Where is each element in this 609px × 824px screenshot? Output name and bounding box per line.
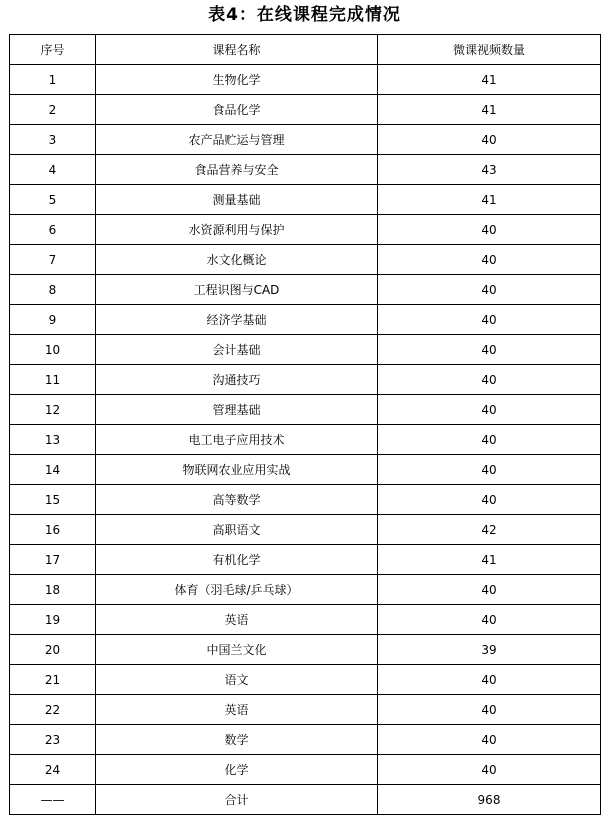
row-course: 英语	[96, 605, 378, 635]
row-videos: 40	[378, 575, 601, 605]
table-row	[10, 365, 601, 395]
row-no: 24	[10, 755, 96, 785]
row-course: 电工电子应用技术	[96, 425, 378, 455]
row-no: 2	[10, 95, 96, 125]
table-row	[10, 725, 601, 755]
table-body	[10, 65, 601, 785]
table-row	[10, 425, 601, 455]
row-no: 19	[10, 605, 96, 635]
table-row	[10, 455, 601, 485]
row-no: 22	[10, 695, 96, 725]
row-course: 英语	[96, 695, 378, 725]
table-row	[10, 575, 601, 605]
header-row	[10, 35, 601, 65]
row-no: 3	[10, 125, 96, 155]
row-videos: 40	[378, 425, 601, 455]
row-no: 6	[10, 215, 96, 245]
row-videos: 41	[378, 545, 601, 575]
header-course: 课程名称	[96, 35, 378, 65]
row-no: 4	[10, 155, 96, 185]
table-row	[10, 605, 601, 635]
row-course: 会计基础	[96, 335, 378, 365]
row-videos: 40	[378, 365, 601, 395]
row-no: 1	[10, 65, 96, 95]
row-videos: 40	[378, 125, 601, 155]
row-videos: 40	[378, 395, 601, 425]
row-videos: 40	[378, 305, 601, 335]
table-row	[10, 515, 601, 545]
table-row	[10, 65, 601, 95]
table-row	[10, 125, 601, 155]
row-videos: 39	[378, 635, 601, 665]
row-no: 5	[10, 185, 96, 215]
row-videos: 40	[378, 605, 601, 635]
row-course: 农产品贮运与管理	[96, 125, 378, 155]
row-no: 18	[10, 575, 96, 605]
row-videos: 43	[378, 155, 601, 185]
table-row	[10, 185, 601, 215]
table-row	[10, 155, 601, 185]
table-row	[10, 665, 601, 695]
row-videos: 40	[378, 755, 601, 785]
row-no: 16	[10, 515, 96, 545]
row-course: 化学	[96, 755, 378, 785]
row-course: 水资源利用与保护	[96, 215, 378, 245]
row-no: 13	[10, 425, 96, 455]
table-row	[10, 755, 601, 785]
total-no: ——	[10, 785, 96, 815]
table-row	[10, 95, 601, 125]
row-course: 食品化学	[96, 95, 378, 125]
table-title: 表4：在线课程完成情况	[208, 5, 401, 25]
row-videos: 40	[378, 455, 601, 485]
table-row	[10, 635, 601, 665]
row-course: 中国兰文化	[96, 635, 378, 665]
row-course: 沟通技巧	[96, 365, 378, 395]
table-row	[10, 395, 601, 425]
table-row	[10, 275, 601, 305]
row-no: 11	[10, 365, 96, 395]
row-course: 物联网农业应用实战	[96, 455, 378, 485]
total-label: 合计	[96, 785, 378, 815]
row-no: 14	[10, 455, 96, 485]
row-videos: 40	[378, 485, 601, 515]
row-videos: 41	[378, 95, 601, 125]
row-no: 23	[10, 725, 96, 755]
table-row	[10, 335, 601, 365]
row-course: 数学	[96, 725, 378, 755]
row-videos: 40	[378, 665, 601, 695]
row-videos: 42	[378, 515, 601, 545]
row-no: 15	[10, 485, 96, 515]
row-course: 体育（羽毛球/乒乓球）	[96, 575, 378, 605]
row-course: 食品营养与安全	[96, 155, 378, 185]
table-row	[10, 245, 601, 275]
row-videos: 40	[378, 335, 601, 365]
row-course: 生物化学	[96, 65, 378, 95]
row-videos: 40	[378, 695, 601, 725]
row-course: 管理基础	[96, 395, 378, 425]
total-row	[10, 785, 601, 815]
header-no: 序号	[10, 35, 96, 65]
row-course: 水文化概论	[96, 245, 378, 275]
row-videos: 40	[378, 215, 601, 245]
row-no: 10	[10, 335, 96, 365]
row-course: 测量基础	[96, 185, 378, 215]
row-videos: 40	[378, 245, 601, 275]
row-course: 语文	[96, 665, 378, 695]
row-course: 有机化学	[96, 545, 378, 575]
course-completion-table	[9, 34, 601, 815]
table-row	[10, 485, 601, 515]
table-row	[10, 215, 601, 245]
header-videos: 微课视频数量	[378, 35, 601, 65]
table-row	[10, 695, 601, 725]
row-no: 7	[10, 245, 96, 275]
total-videos: 968	[378, 785, 601, 815]
table-row	[10, 305, 601, 335]
row-videos: 41	[378, 65, 601, 95]
row-no: 17	[10, 545, 96, 575]
row-no: 9	[10, 305, 96, 335]
row-course: 经济学基础	[96, 305, 378, 335]
row-no: 8	[10, 275, 96, 305]
row-no: 12	[10, 395, 96, 425]
row-no: 21	[10, 665, 96, 695]
row-videos: 40	[378, 275, 601, 305]
row-videos: 40	[378, 725, 601, 755]
row-no: 20	[10, 635, 96, 665]
row-course: 高等数学	[96, 485, 378, 515]
table-row	[10, 545, 601, 575]
row-course: 高职语文	[96, 515, 378, 545]
row-course: 工程识图与CAD	[96, 275, 378, 305]
row-videos: 41	[378, 185, 601, 215]
